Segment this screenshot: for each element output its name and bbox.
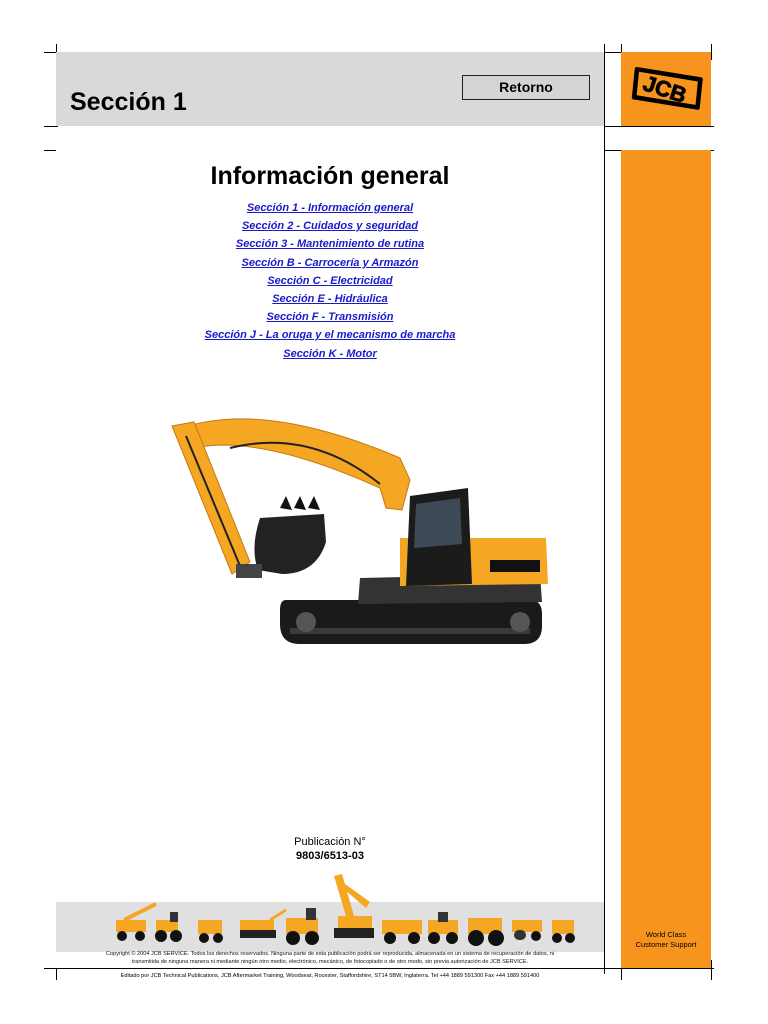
crop-mark bbox=[604, 44, 605, 974]
link-seccion-3[interactable]: Sección 3 - Mantenimiento de rutina bbox=[235, 238, 425, 251]
link-seccion-j[interactable]: Sección J - La oruga y el mecanismo de marcha bbox=[204, 329, 456, 342]
section-title: Sección 1 bbox=[70, 88, 187, 116]
link-seccion-2[interactable]: Sección 2 - Cuidados y seguridad bbox=[241, 220, 419, 233]
crop-mark bbox=[44, 126, 58, 127]
tagline bbox=[621, 930, 711, 950]
jcb-logo bbox=[621, 52, 711, 126]
excavator-image bbox=[110, 388, 550, 658]
publication-label: Publicación N° bbox=[294, 836, 366, 848]
crop-mark bbox=[711, 44, 712, 60]
return-button[interactable]: Retorno bbox=[462, 75, 590, 100]
copyright-notice bbox=[56, 950, 604, 966]
tagline-line: World Class bbox=[645, 930, 687, 939]
link-seccion-b[interactable]: Sección B - Carrocería y Armazón bbox=[241, 256, 419, 269]
crop-mark bbox=[44, 968, 714, 969]
logo-text: JCB bbox=[640, 70, 690, 108]
link-seccion-e[interactable]: Sección E - Hidráulica bbox=[272, 292, 388, 305]
link-seccion-1[interactable]: Sección 1 - Información general bbox=[246, 202, 414, 214]
crop-mark bbox=[604, 126, 714, 127]
tagline-line: Customer Support bbox=[635, 940, 697, 949]
content-panel bbox=[56, 150, 604, 968]
link-seccion-c[interactable]: Sección C - Electricidad bbox=[267, 274, 393, 287]
crop-mark bbox=[711, 960, 712, 980]
footer-address: Editado por JCB Technical Publications, JCB Aftermarket Training, Woodseat, Rocester, Staffordshire, ST14 5BW, Inglaterra. Tel +44 1889 591300 Fax +44 1889 591400 bbox=[120, 973, 540, 979]
copyright-line: Copyright © 2004 JCB SERVICE. Todos los derechos reservados. Ninguna parte de esta publicación podrá ser reproducida, almacenada en un sistema de recuperación de datos, ni bbox=[105, 951, 555, 957]
link-seccion-f[interactable]: Sección F - Transmisión bbox=[266, 311, 394, 324]
publication-number: 9803/6513-03 bbox=[296, 850, 364, 862]
page-title: Información general bbox=[210, 162, 450, 190]
link-seccion-k[interactable]: Sección K - Motor bbox=[283, 347, 377, 360]
copyright-line: transmitida de ninguna manera ni mediante ningún otro medio, electrónico, mecánico, de fotocopiado o de otro modo, sin previa autorización de JCB SERVICE. bbox=[131, 959, 529, 965]
orange-sidebar bbox=[621, 150, 711, 968]
header-bar bbox=[56, 52, 604, 126]
machine-lineup-image bbox=[116, 872, 596, 948]
logo-panel bbox=[621, 52, 711, 126]
section-link-list bbox=[56, 198, 604, 362]
